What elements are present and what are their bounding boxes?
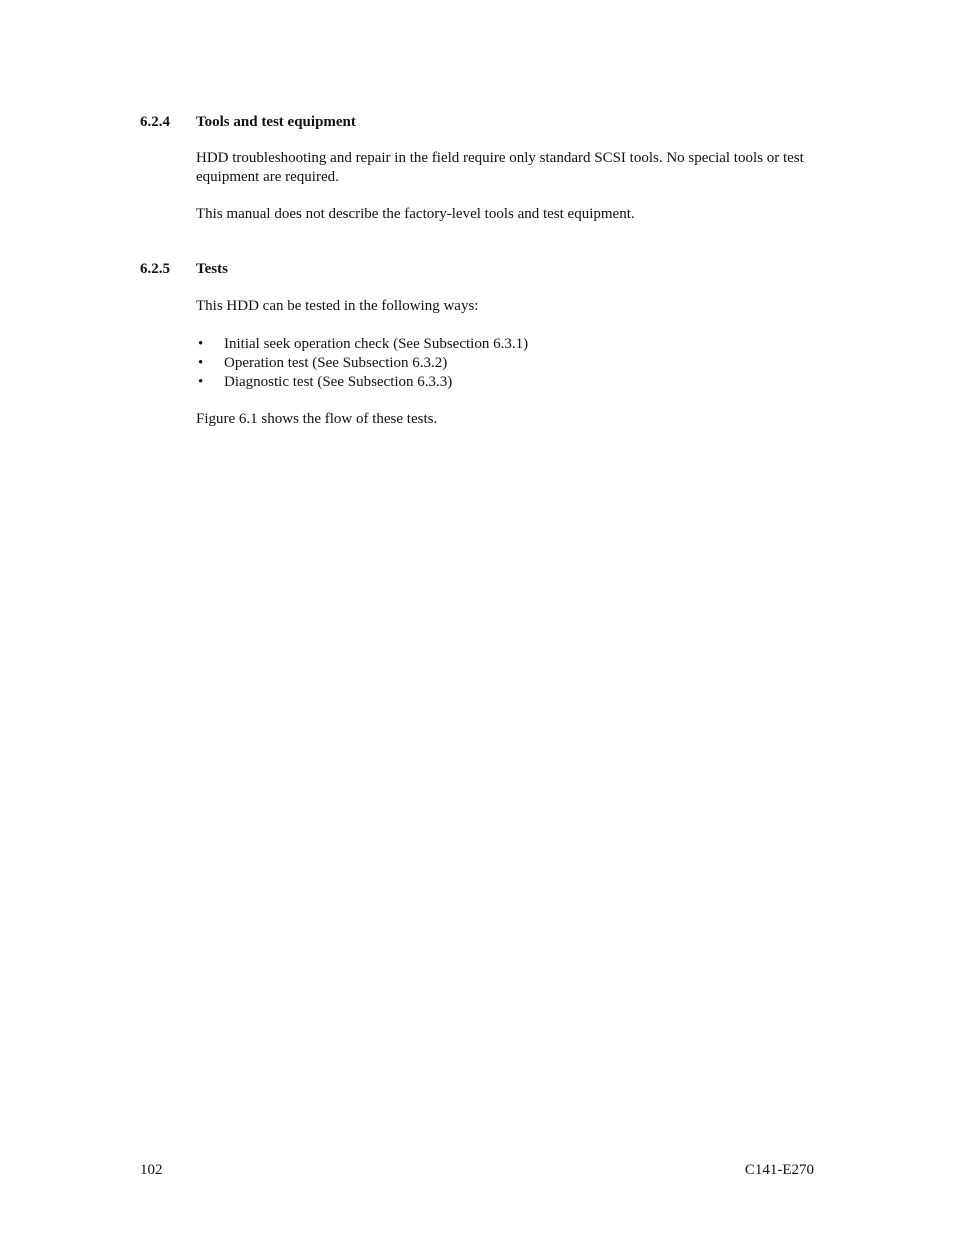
- section-title: Tools and test equipment: [196, 114, 356, 130]
- bullet-icon: •: [198, 374, 204, 390]
- paragraph-figure-reference: Figure 6.1 shows the flow of these tests.: [196, 411, 438, 427]
- section-6-2-5-heading: [140, 260, 820, 279]
- list-item: [196, 373, 796, 392]
- list-item: [196, 335, 796, 354]
- section-6-2-4-heading: [140, 113, 820, 132]
- list-item-text: Initial seek operation check (See Subsection 6.3.1): [224, 336, 529, 352]
- section-number: 6.2.4: [140, 114, 170, 130]
- paragraph-factory-tools: This manual does not describe the factory-level tools and test equipment.: [196, 206, 635, 222]
- page-number: 102: [140, 1162, 163, 1178]
- paragraph-tools-requirement: HDD troubleshooting and repair in the field require only standard SCSI tools. No special tools or test equipment are required.: [196, 150, 804, 185]
- section-number: 6.2.5: [140, 261, 170, 277]
- paragraph-tests-intro: This HDD can be tested in the following ways:: [196, 298, 479, 314]
- bullet-icon: •: [198, 355, 204, 371]
- list-item-text: Diagnostic test (See Subsection 6.3.3): [224, 374, 453, 390]
- tests-bullet-list: [196, 335, 796, 392]
- bullet-icon: •: [198, 336, 204, 352]
- list-item: [196, 354, 796, 373]
- document-code: C141-E270: [744, 1162, 814, 1178]
- section-title: Tests: [196, 261, 228, 277]
- list-item-text: Operation test (See Subsection 6.3.2): [224, 355, 448, 371]
